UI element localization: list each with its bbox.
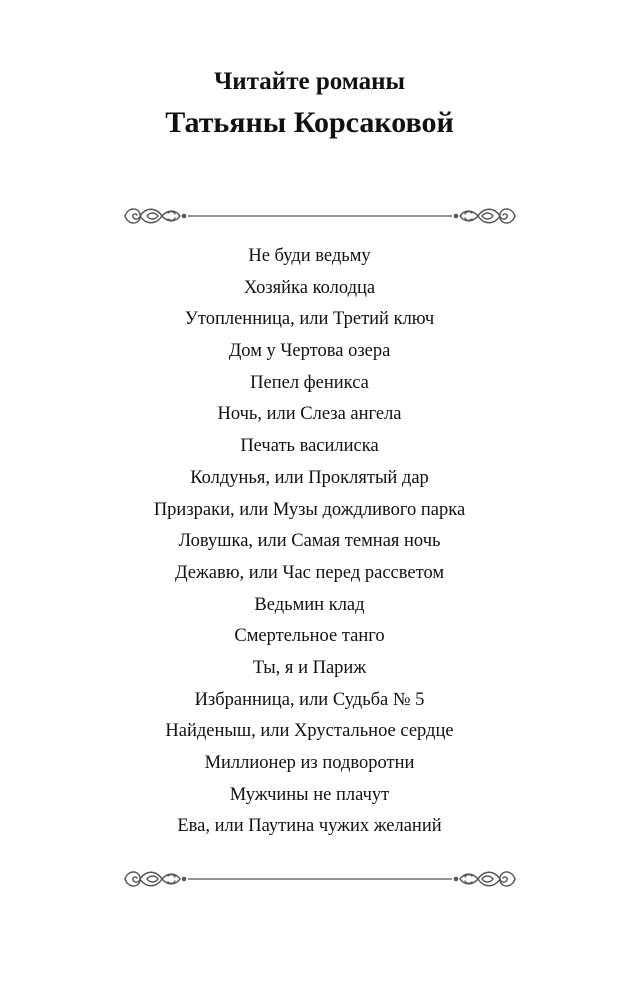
novel-title: Ведьмин клад	[254, 594, 365, 615]
novel-title: Дежавю, или Час перед рассветом	[174, 562, 445, 583]
flourish-divider-icon	[120, 201, 520, 231]
novel-title: Мужчины не плачут	[229, 784, 390, 805]
novel-title: Ловушка, или Самая темная ночь	[178, 531, 441, 552]
novel-title-list	[0, 241, 619, 843]
novel-title: Печать василиска	[240, 436, 379, 457]
novel-title: Не буди ведьму	[248, 246, 371, 266]
novel-title: Дом у Чертова озера	[228, 341, 391, 362]
novel-title: Найденыш, или Хрустальное сердце	[165, 721, 454, 742]
novel-title: Хозяйка колодца	[243, 277, 376, 298]
novel-title: Смертельное танго	[234, 626, 385, 647]
novel-title: Ночь, или Слеза ангела	[217, 404, 402, 425]
flourish-divider-icon	[120, 864, 520, 894]
novel-title: Пепел феникса	[250, 372, 369, 393]
novel-title: Миллионер из подворотни	[204, 753, 415, 773]
novel-title: Ты, я и Париж	[252, 657, 367, 678]
novel-title: Утопленница, или Третий ключ	[184, 309, 435, 330]
novel-title: Ева, или Паутина чужих желаний	[177, 816, 442, 837]
novel-title: Колдунья, или Проклятый дар	[190, 467, 429, 488]
page-heading-line-2: Татьяны Корсаковой	[165, 106, 454, 139]
novel-title: Призраки, или Музы дождливого парка	[153, 499, 466, 520]
novel-title: Избранница, или Судьба № 5	[194, 689, 425, 710]
page-heading-line-1: Читайте романы	[213, 68, 406, 95]
